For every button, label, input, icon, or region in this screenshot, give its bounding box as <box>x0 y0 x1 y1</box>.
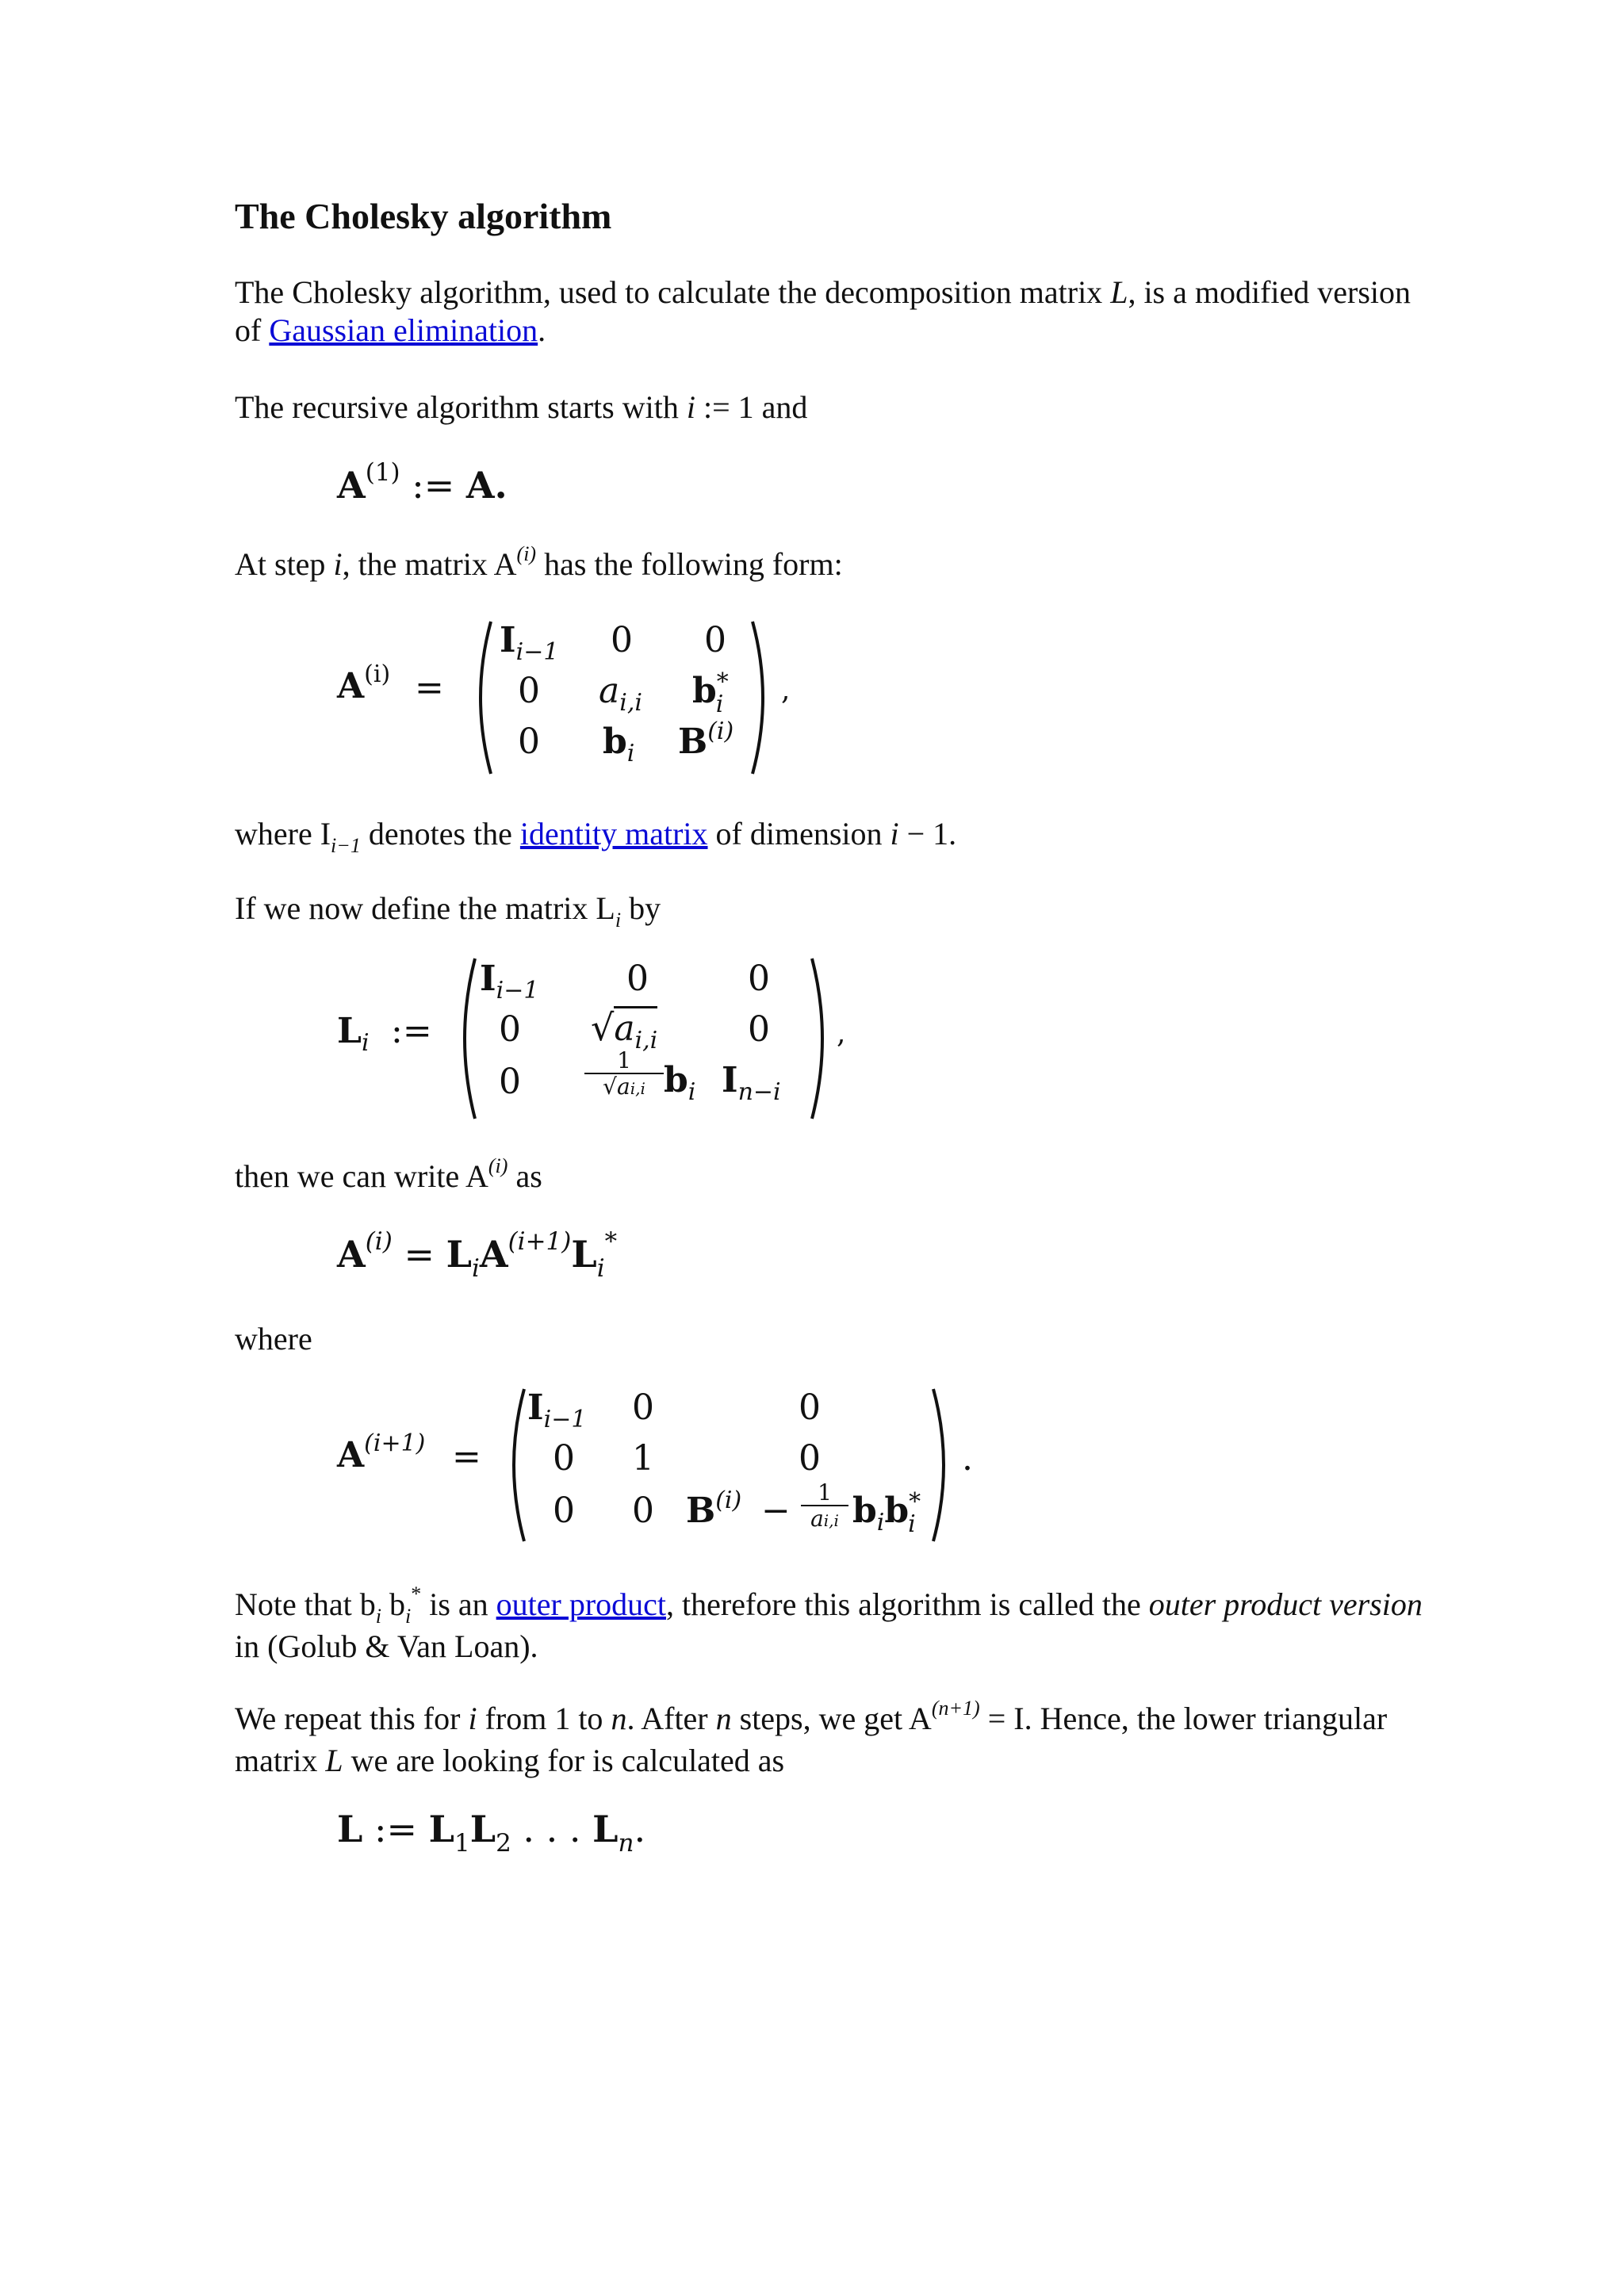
eq-symbol: L <box>592 1808 619 1850</box>
eq-symbol: A <box>337 1435 365 1475</box>
matrix-subscript: i <box>688 1078 696 1106</box>
write-A-paragraph <box>235 1154 1424 1200</box>
eq-subscript: 2 <box>496 1829 511 1858</box>
matrix-superscript: * <box>716 668 729 696</box>
matrix-cell: 0 <box>748 959 770 999</box>
matrix-operator: − <box>761 1490 791 1531</box>
eq-punctuation: , <box>781 674 791 706</box>
identity-matrix-link[interactable]: identity matrix <box>519 816 708 851</box>
var-i: i <box>333 546 343 582</box>
matrix-cell: 0 <box>799 1387 821 1428</box>
text: denotes the <box>360 816 520 851</box>
text: At step <box>235 546 334 582</box>
eq-symbol: L <box>337 1011 362 1051</box>
var-i: i <box>686 389 695 425</box>
matrix-subscript: i,i <box>619 689 642 717</box>
fraction-denominator: a <box>810 1506 824 1532</box>
var-n: n <box>715 1701 732 1736</box>
matrix-subscript: i <box>626 740 635 767</box>
matrix-subscript: i−1 <box>496 977 539 1004</box>
eq-operator: = <box>404 1233 435 1276</box>
text: The Cholesky algorithm, used to calculate the decomposition matrix <box>235 274 1111 310</box>
eq-symbol: A <box>337 666 365 706</box>
text: b <box>381 1586 405 1622</box>
text: from 1 to <box>477 1701 611 1736</box>
fraction-numerator: 1 <box>584 1049 664 1074</box>
emphasis: outer product version <box>1148 1586 1423 1622</box>
eq-ellipsis: . . . <box>511 1808 593 1850</box>
text: . <box>538 312 546 348</box>
matrix-subscript: i−1 <box>543 1406 587 1433</box>
intro-paragraph <box>235 274 1424 350</box>
matrix-subscript: i−1 <box>515 638 559 666</box>
gaussian-elimination-link[interactable]: Gaussian elimination <box>269 312 538 348</box>
subscript: i <box>375 1605 381 1628</box>
equation-next-matrix <box>337 1386 987 1544</box>
eq-symbol: A. <box>465 464 508 507</box>
eq-operator: = <box>415 668 444 708</box>
matrix-cell: 1 <box>632 1438 654 1479</box>
equation-final <box>337 1808 646 1858</box>
matrix-cell: 0 <box>632 1387 654 1428</box>
text: we are looking for is calculated as <box>343 1743 785 1778</box>
matrix-cell: 0 <box>632 1490 654 1531</box>
sqrt-icon: √ <box>603 1073 617 1100</box>
matrix-cell: b <box>692 671 717 711</box>
matrix-superscript: (i) <box>707 718 734 745</box>
equation-matrix-form <box>337 618 845 777</box>
matrix-cell: b <box>852 1490 877 1531</box>
matrix-cell: B <box>686 1490 716 1531</box>
step-paragraph <box>235 542 1424 587</box>
matrix-cell: 0 <box>518 721 540 762</box>
matrix-cell: 0 <box>704 620 726 660</box>
eq-operator: = <box>452 1437 481 1477</box>
section-title: The Cholesky algorithm <box>235 196 612 236</box>
eq-symbol: L <box>446 1233 472 1276</box>
text: is an <box>421 1586 496 1622</box>
eq-superscript: * <box>604 1227 618 1256</box>
text: has the following form: <box>536 546 843 582</box>
matrix-cell: 0 <box>518 671 540 711</box>
matrix-cell: b <box>884 1490 910 1531</box>
eq-operator: := <box>391 1011 432 1051</box>
left-paren <box>470 618 494 777</box>
matrix-cell: b <box>664 1060 688 1100</box>
eq-subscript: i <box>361 1029 370 1057</box>
var-i: i <box>468 1701 477 1736</box>
text: . After <box>626 1701 716 1736</box>
eq-operator: := <box>373 1808 418 1850</box>
eq-punctuation: , <box>837 1017 846 1050</box>
superscript: * <box>411 1582 422 1605</box>
text: , is a modified version of <box>235 274 1411 348</box>
eq-symbol: L <box>428 1808 454 1850</box>
text: := 1 and <box>695 389 808 425</box>
matrix-cell: a <box>599 671 620 711</box>
text: The recursive algorithm starts with <box>235 389 687 425</box>
eq-punctuation: . <box>634 1808 646 1850</box>
text: steps, we get A <box>731 1701 932 1736</box>
eq-symbol: L <box>571 1233 597 1276</box>
matrix-subscript: i,i <box>630 1079 645 1098</box>
var-i: i <box>890 816 899 851</box>
matrix-cell: 0 <box>748 1009 770 1050</box>
text: then we can write A <box>235 1158 488 1194</box>
var-L: L <box>325 1743 343 1778</box>
matrix-cell: I <box>527 1387 544 1428</box>
recursion-paragraph <box>235 388 1424 427</box>
text: − 1. <box>898 816 957 851</box>
eq-symbol: L <box>469 1808 496 1850</box>
matrix-subscript: i,i <box>634 1027 658 1054</box>
matrix-cell: 0 <box>611 620 633 660</box>
var-n: n <box>611 1701 627 1736</box>
eq-superscript: (i) <box>365 1227 393 1256</box>
var-L: L <box>1110 274 1128 310</box>
matrix-subscript: i <box>876 1509 885 1536</box>
matrix-superscript: (i) <box>715 1487 742 1514</box>
sqrt-icon: √ <box>591 1006 615 1049</box>
matrix-cell: I <box>480 959 496 999</box>
matrix-cell: 0 <box>553 1438 575 1479</box>
left-paren <box>454 955 478 1122</box>
eq-symbol: L <box>337 1808 363 1850</box>
right-paren <box>809 955 833 1122</box>
eq-symbol: A <box>479 1233 508 1276</box>
right-paren <box>930 1386 954 1544</box>
matrix-cell: I <box>722 1060 738 1100</box>
matrix-cell: 0 <box>499 1009 521 1050</box>
eq-subscript: i <box>471 1254 480 1283</box>
eq-symbol: A <box>337 464 366 507</box>
matrix-cell: 0 <box>626 959 649 999</box>
text: of dimension <box>707 816 891 851</box>
matrix-cell: b <box>603 721 627 762</box>
eq-superscript: (i+1) <box>508 1227 572 1256</box>
text: by <box>621 890 661 926</box>
fraction-numerator: 1 <box>801 1481 848 1506</box>
matrix-cell: I <box>500 620 516 660</box>
outer-product-paragraph <box>235 1582 1424 1666</box>
text: , the matrix A <box>342 546 517 582</box>
identity-paragraph <box>235 815 1424 857</box>
right-paren <box>749 618 773 777</box>
eq-subscript: n <box>618 1829 634 1858</box>
subscript: i−1 <box>331 834 361 857</box>
superscript: (i) <box>516 542 537 565</box>
subscript: i <box>404 1605 412 1628</box>
text: We repeat this for <box>235 1701 469 1736</box>
text: Note that b <box>235 1586 376 1622</box>
text: as <box>508 1158 542 1194</box>
matrix-cell: 0 <box>499 1062 521 1102</box>
matrix-subscript: i <box>908 1510 916 1538</box>
text: where I <box>235 816 331 851</box>
matrix-subscript: i,i <box>823 1511 839 1530</box>
matrix-cell: 0 <box>799 1438 821 1479</box>
where-paragraph <box>235 1320 1424 1358</box>
subscript: i <box>615 909 622 932</box>
text: = I. Hence, the lower triangular matrix <box>235 1701 1388 1778</box>
fraction-denominator: a <box>616 1073 630 1100</box>
eq-operator: := <box>412 464 455 507</box>
eq-superscript: (i+1) <box>364 1429 426 1457</box>
left-paren <box>504 1386 527 1544</box>
equation-L-matrix <box>337 955 876 1122</box>
superscript: (n+1) <box>931 1697 980 1720</box>
matrix-cell: B <box>678 721 708 762</box>
text: , therefore this algorithm is called the <box>666 1586 1149 1622</box>
text: If we now define the matrix L <box>235 890 615 926</box>
define-L-paragraph <box>235 890 1424 932</box>
superscript: (i) <box>488 1154 508 1177</box>
text: where <box>235 1321 312 1357</box>
eq-superscript: (i) <box>364 660 391 688</box>
matrix-subscript: n−i <box>737 1078 781 1106</box>
eq-punctuation: . <box>962 1438 973 1479</box>
eq-symbol: A <box>337 1233 366 1276</box>
eq-subscript: i <box>596 1254 605 1283</box>
repeat-paragraph <box>235 1697 1424 1780</box>
matrix-cell: 0 <box>553 1490 575 1531</box>
text: in (Golub & Van Loan). <box>235 1628 538 1664</box>
eq-superscript: (1) <box>365 458 400 487</box>
outer-product-link[interactable]: outer product <box>496 1586 667 1622</box>
matrix-superscript: * <box>909 1488 921 1516</box>
matrix-subscript: i <box>715 691 724 718</box>
matrix-cell: a <box>614 1008 635 1049</box>
equation-factorization <box>337 1227 618 1283</box>
eq-subscript: 1 <box>454 1829 470 1858</box>
equation-initial <box>337 458 508 507</box>
